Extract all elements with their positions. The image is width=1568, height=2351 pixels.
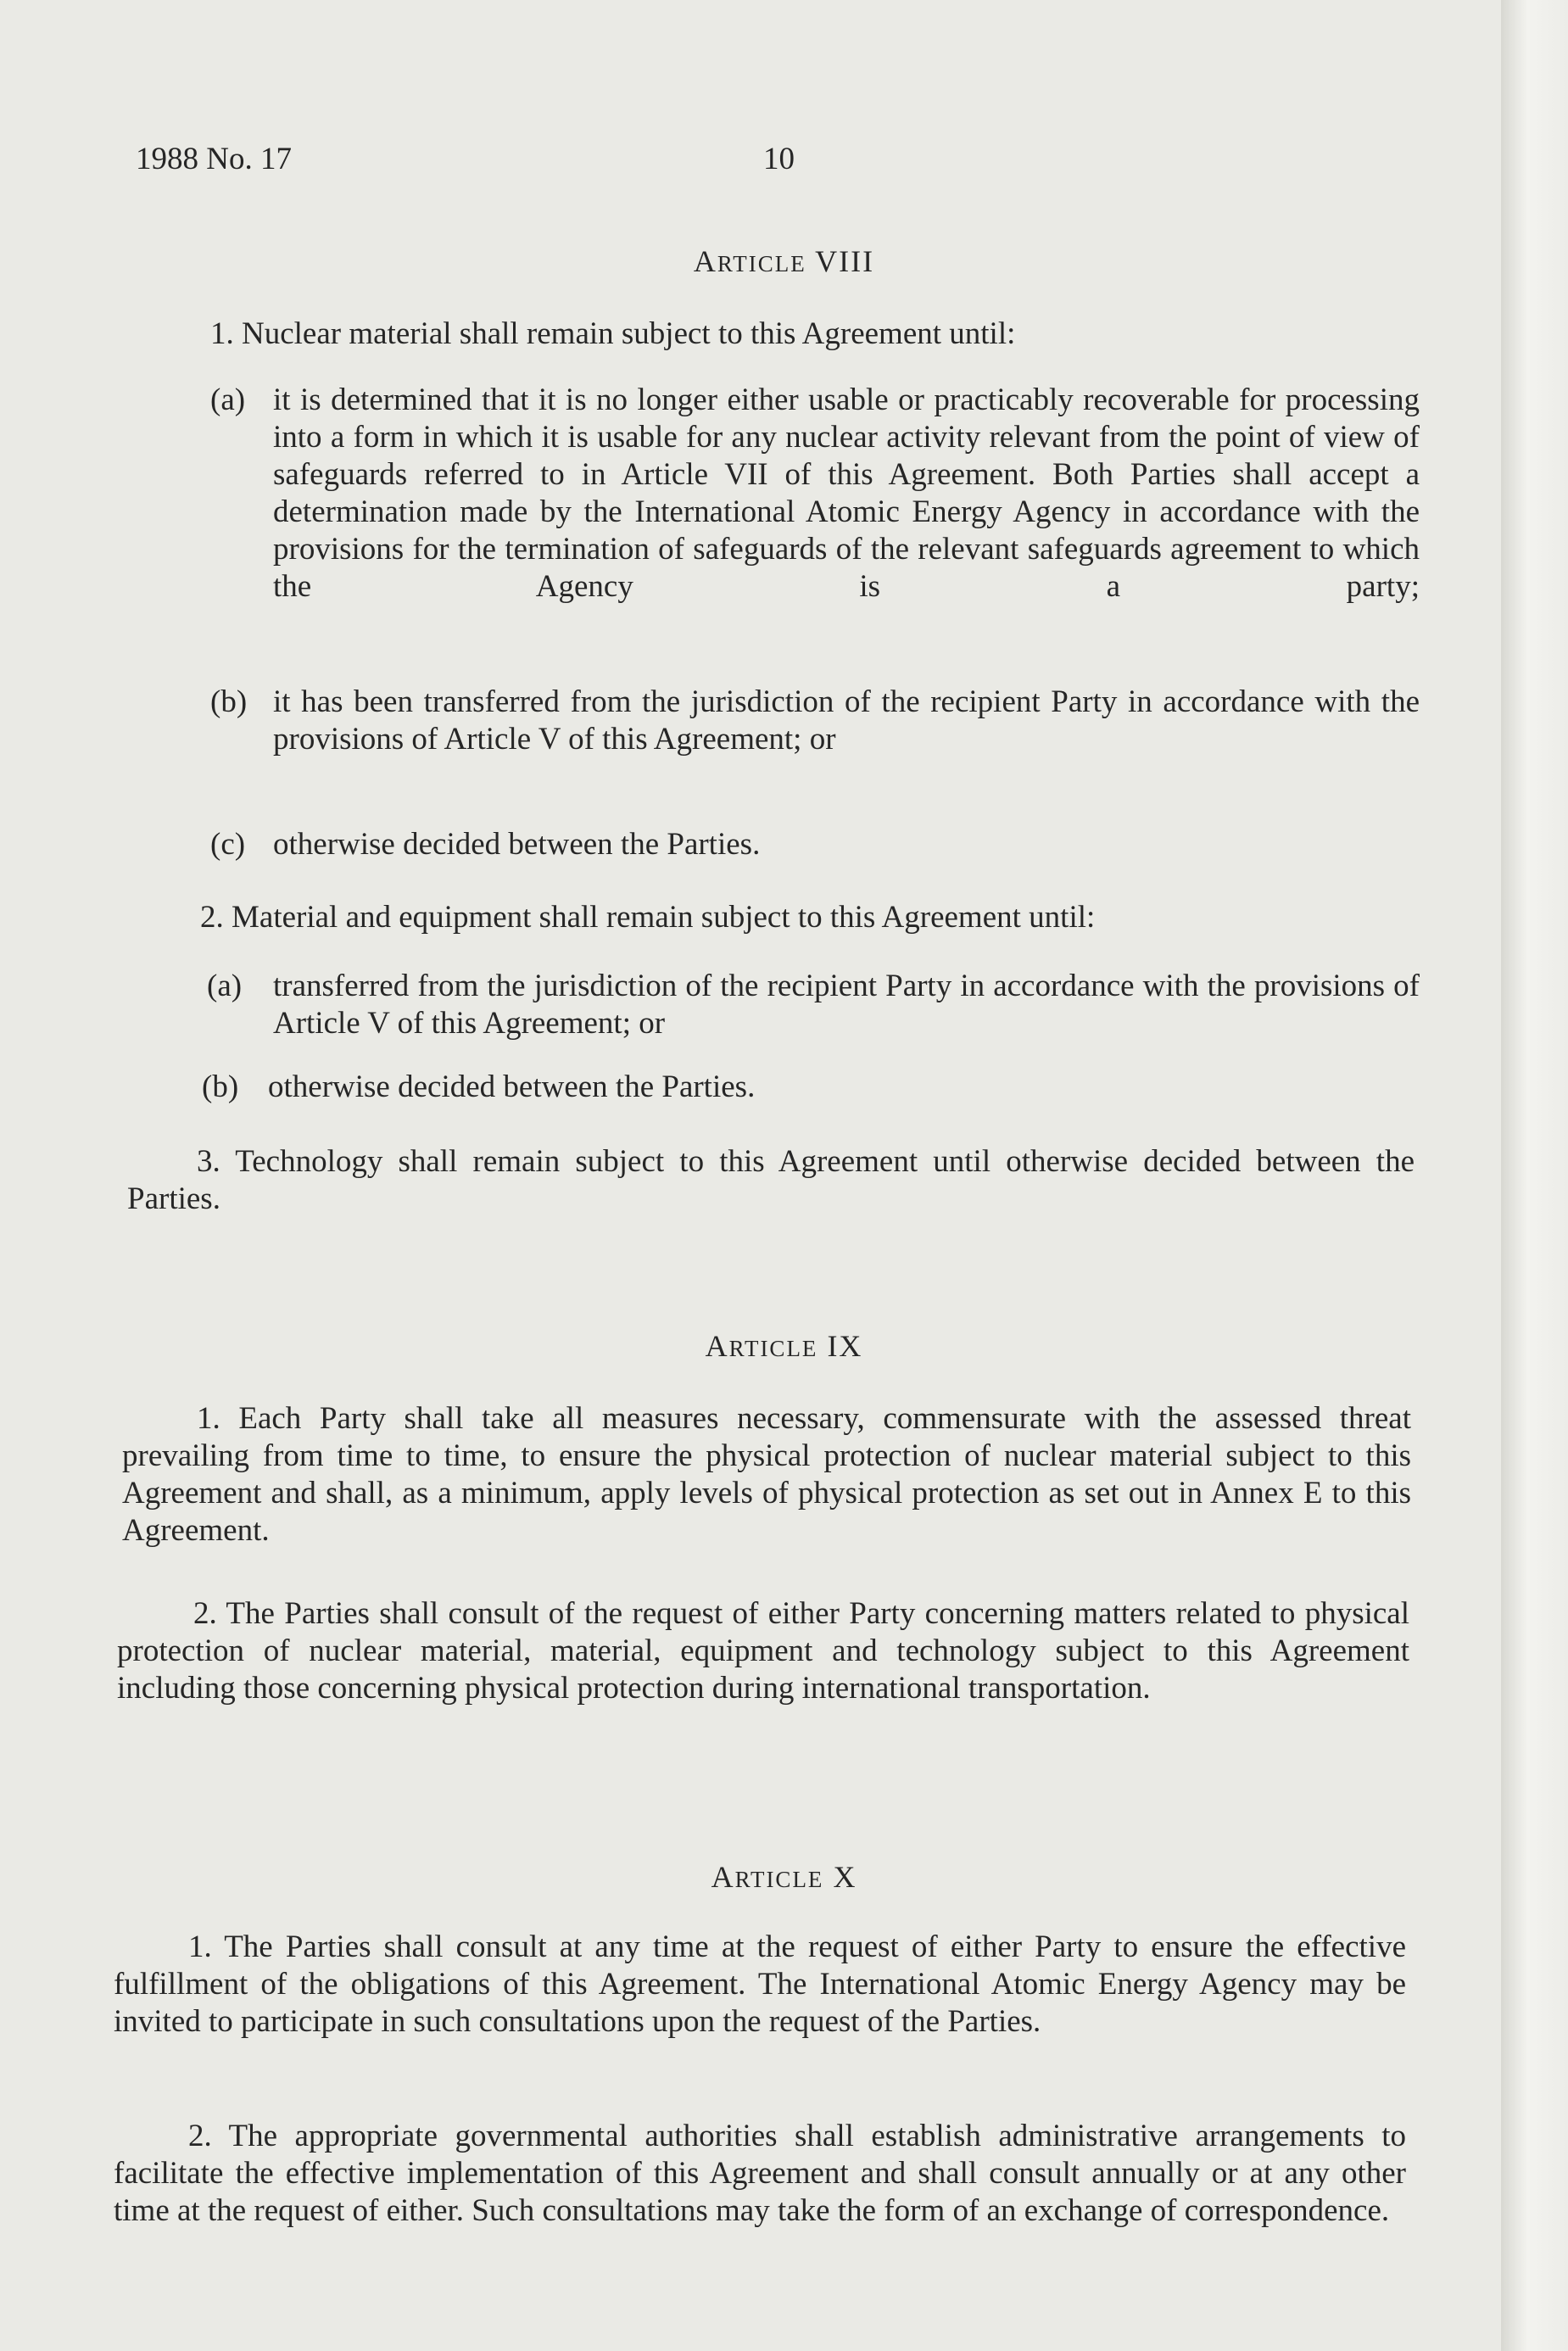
article-8-item-1a: it is determined that it is no longer either usable or practicably recoverable for processing into a form in which it is usable for any nuclear activity relevant from the point of view of safeguards referred to in Article VII of this Agreement. Both Parties shall accept a determination made by the International Atomic Energy Agency in accordance with the provisions for the termination of safeguards of the relevant safeguards agreement to which the Agency is a party; <box>273 383 1420 604</box>
article-9-heading: ARTICLE IX <box>705 1329 863 1363</box>
article-8-item-1b: it has been transferred from the jurisdiction of the recipient Party in accordance with the provisions of Article V of this Agreement; or <box>273 684 1420 757</box>
article-10-heading: ARTICLE X <box>711 1860 857 1894</box>
article-9-paragraph-1: 1. Each Party shall take all measures necessary, commensurate with the assessed threat prevailing from time to time, to ensure the physical protection of nuclear material subject to this Agreement and shall, as a minimum, apply levels of physical protection as set out in Annex E to this Agreement. <box>122 1401 1411 1548</box>
article-8-paragraph-1: 1. Nuclear material shall remain subject to this Agreement until: <box>210 316 1016 351</box>
article-8-item-2b: otherwise decided between the Parties. <box>268 1069 756 1104</box>
article-8-item-2a-label: (a) <box>207 969 243 1003</box>
article-8-item-2a: transferred from the jurisdiction of the recipient Party in accordance with the provisions of Article V of this Agreement; or <box>273 969 1420 1041</box>
article-8-item-1a-label: (a) <box>210 383 246 417</box>
article-8-heading: ARTICLE VIII <box>693 244 875 278</box>
article-8-paragraph-2: 2. Material and equipment shall remain subject to this Agreement until: <box>200 900 1096 935</box>
next-page-edge <box>1501 0 1568 2351</box>
article-8-paragraph-3: 3. Technology shall remain subject to this Agreement until otherwise decided between the Parties. <box>127 1144 1415 1216</box>
page-number: 10 <box>763 142 795 176</box>
article-10-paragraph-2: 2. The appropriate governmental authorities shall establish administrative arrangements to facilitate the effective implementation of this Agreement and shall consult annually or at any other time at the request of either. Such consultations may take the form of an exchange of correspondence. <box>114 2119 1406 2228</box>
article-9-paragraph-2: 2. The Parties shall consult of the request of either Party concerning matters related to physical protection of nuclear material, material, equipment and technology subject to this Agreement including those concerning physical protection during international transportation. <box>117 1596 1409 1706</box>
article-8-item-1c-label: (c) <box>210 827 246 862</box>
article-10-paragraph-1: 1. The Parties shall consult at any time at the request of either Party to ensure the effective fulfillment of the obligations of this Agreement. The International Atomic Energy Agency may be invited to participate in such consultations upon the request of the Parties. <box>114 1929 1406 2039</box>
article-8-item-1b-label: (b) <box>210 684 248 719</box>
article-8-item-1c: otherwise decided between the Parties. <box>273 827 761 862</box>
article-8-item-2b-label: (b) <box>202 1069 239 1104</box>
document-number: 1988 No. 17 <box>136 142 292 176</box>
